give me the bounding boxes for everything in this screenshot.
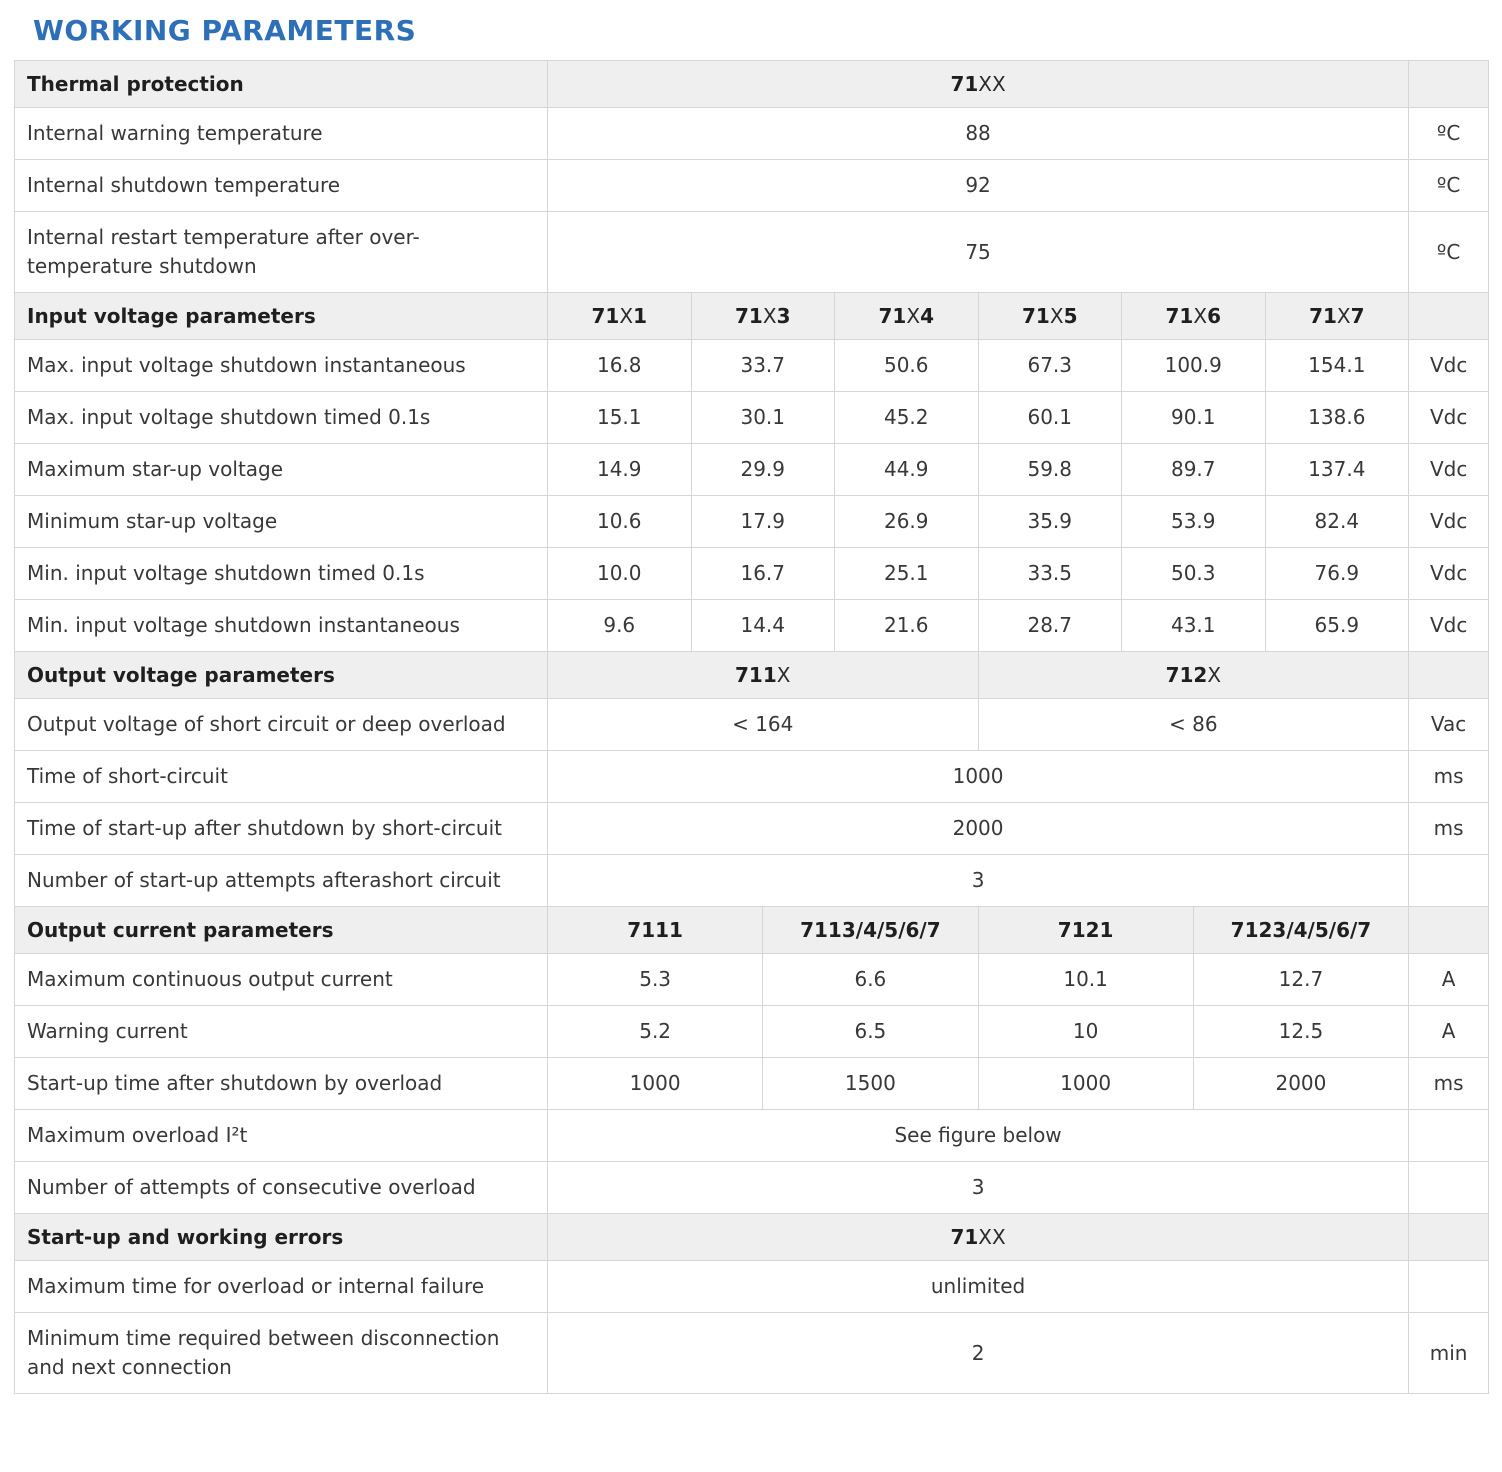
section-title: Output current parameters — [15, 907, 548, 954]
model-code-header: 71X4 — [835, 293, 979, 340]
table-row — [15, 954, 1489, 1006]
param-value: 6.5 — [763, 1006, 978, 1058]
model-code-header: 71X1 — [548, 293, 692, 340]
param-value: 1000 — [548, 1058, 763, 1110]
param-value: 65.9 — [1265, 600, 1409, 652]
param-value: 14.9 — [548, 444, 692, 496]
param-value: 2000 — [548, 803, 1409, 855]
param-value: 10 — [978, 1006, 1193, 1058]
model-code-header: 7121 — [978, 907, 1193, 954]
param-value: 28.7 — [978, 600, 1122, 652]
model-code-header: 71X5 — [978, 293, 1122, 340]
unit-label: Vdc — [1409, 444, 1489, 496]
param-label: Start-up time after shutdown by overload — [15, 1058, 548, 1110]
unit-label — [1409, 1261, 1489, 1313]
model-code-header: 71XX — [548, 1214, 1409, 1261]
param-value: < 164 — [548, 699, 979, 751]
param-label: Number of attempts of consecutive overload — [15, 1162, 548, 1214]
model-code-header: 71X3 — [691, 293, 835, 340]
table-row — [15, 699, 1489, 751]
unit-header — [1409, 1214, 1489, 1261]
param-value: 33.5 — [978, 548, 1122, 600]
param-label: Minimum time required between disconnection and next connection — [15, 1313, 548, 1394]
unit-label: A — [1409, 1006, 1489, 1058]
param-label: Maximum time for overload or internal failure — [15, 1261, 548, 1313]
model-code-header: 7111 — [548, 907, 763, 954]
param-label: Max. input voltage shutdown timed 0.1s — [15, 392, 548, 444]
unit-label: ms — [1409, 751, 1489, 803]
param-label: Internal shutdown temperature — [15, 160, 548, 212]
section-row-errors — [15, 1214, 1489, 1261]
param-value: 76.9 — [1265, 548, 1409, 600]
param-value: 43.1 — [1122, 600, 1266, 652]
param-value: 59.8 — [978, 444, 1122, 496]
table-row — [15, 496, 1489, 548]
param-label: Minimum star-up voltage — [15, 496, 548, 548]
page — [0, 14, 1502, 1394]
page-title: WORKING PARAMETERS — [33, 14, 417, 47]
param-value: 44.9 — [835, 444, 979, 496]
param-label: Output voltage of short circuit or deep overload — [15, 699, 548, 751]
param-label: Maximum overload I²t — [15, 1110, 548, 1162]
param-label: Internal warning temperature — [15, 108, 548, 160]
param-value: 82.4 — [1265, 496, 1409, 548]
param-value: 6.6 — [763, 954, 978, 1006]
unit-label: Vdc — [1409, 548, 1489, 600]
section-row-output-current — [15, 907, 1489, 954]
param-value: 16.7 — [691, 548, 835, 600]
param-value: 10.0 — [548, 548, 692, 600]
param-value: 10.1 — [978, 954, 1193, 1006]
param-value: 26.9 — [835, 496, 979, 548]
param-value: 12.7 — [1193, 954, 1408, 1006]
param-value: 92 — [548, 160, 1409, 212]
param-label: Maximum continuous output current — [15, 954, 548, 1006]
param-label: Internal restart temperature after over-temperature shutdown — [15, 212, 548, 293]
table-row — [15, 600, 1489, 652]
param-value: 88 — [548, 108, 1409, 160]
param-value: 2 — [548, 1313, 1409, 1394]
param-value: 138.6 — [1265, 392, 1409, 444]
param-value: 1000 — [548, 751, 1409, 803]
unit-label: Vdc — [1409, 496, 1489, 548]
table-row — [15, 751, 1489, 803]
unit-header — [1409, 293, 1489, 340]
param-value: 89.7 — [1122, 444, 1266, 496]
param-value: 14.4 — [691, 600, 835, 652]
param-value: 154.1 — [1265, 340, 1409, 392]
unit-label — [1409, 1110, 1489, 1162]
table-row — [15, 548, 1489, 600]
param-label: Time of start-up after shutdown by short-circuit — [15, 803, 548, 855]
param-value: 15.1 — [548, 392, 692, 444]
param-value: 67.3 — [978, 340, 1122, 392]
param-value: 53.9 — [1122, 496, 1266, 548]
unit-label — [1409, 1162, 1489, 1214]
param-value: 3 — [548, 855, 1409, 907]
param-value: 75 — [548, 212, 1409, 293]
param-value: 100.9 — [1122, 340, 1266, 392]
param-value: 2000 — [1193, 1058, 1408, 1110]
section-row-input-voltage — [15, 293, 1489, 340]
param-value: 5.2 — [548, 1006, 763, 1058]
param-label: Number of start-up attempts afterashort circuit — [15, 855, 548, 907]
section-title: Start-up and working errors — [15, 1214, 548, 1261]
param-value: 30.1 — [691, 392, 835, 444]
param-value: 137.4 — [1265, 444, 1409, 496]
param-value: unlimited — [548, 1261, 1409, 1313]
model-code-header: 71X6 — [1122, 293, 1266, 340]
param-label: Max. input voltage shutdown instantaneous — [15, 340, 548, 392]
param-value: 29.9 — [691, 444, 835, 496]
param-value: 50.6 — [835, 340, 979, 392]
table-row — [15, 1006, 1489, 1058]
table-row — [15, 340, 1489, 392]
model-code-header: 7113/4/5/6/7 — [763, 907, 978, 954]
unit-header — [1409, 61, 1489, 108]
param-value: 25.1 — [835, 548, 979, 600]
param-label: Time of short-circuit — [15, 751, 548, 803]
param-value: 5.3 — [548, 954, 763, 1006]
model-code-header: 71XX — [548, 61, 1409, 108]
table-row — [15, 1162, 1489, 1214]
unit-label: ms — [1409, 1058, 1489, 1110]
param-value: 45.2 — [835, 392, 979, 444]
table-row — [15, 212, 1489, 293]
unit-label: min — [1409, 1313, 1489, 1394]
section-title: Output voltage parameters — [15, 652, 548, 699]
param-value: 16.8 — [548, 340, 692, 392]
param-value: See figure below — [548, 1110, 1409, 1162]
table-row — [15, 1110, 1489, 1162]
unit-label: ms — [1409, 803, 1489, 855]
unit-label: ºC — [1409, 108, 1489, 160]
section-title: Input voltage parameters — [15, 293, 548, 340]
unit-label — [1409, 855, 1489, 907]
unit-label: Vdc — [1409, 600, 1489, 652]
model-code-header: 71X7 — [1265, 293, 1409, 340]
table-row — [15, 1313, 1489, 1394]
section-row-output-voltage — [15, 652, 1489, 699]
table-row — [15, 1261, 1489, 1313]
table-row — [15, 803, 1489, 855]
param-value: 21.6 — [835, 600, 979, 652]
param-value: 17.9 — [691, 496, 835, 548]
table-row — [15, 108, 1489, 160]
unit-label: A — [1409, 954, 1489, 1006]
section-title: Thermal protection — [15, 61, 548, 108]
param-label: Min. input voltage shutdown instantaneous — [15, 600, 548, 652]
param-value: 1000 — [978, 1058, 1193, 1110]
param-value: < 86 — [978, 699, 1409, 751]
param-value: 33.7 — [691, 340, 835, 392]
table-row — [15, 392, 1489, 444]
param-value: 90.1 — [1122, 392, 1266, 444]
param-value: 3 — [548, 1162, 1409, 1214]
param-value: 12.5 — [1193, 1006, 1408, 1058]
unit-label: Vdc — [1409, 340, 1489, 392]
unit-header — [1409, 652, 1489, 699]
model-code-header: 7123/4/5/6/7 — [1193, 907, 1408, 954]
table-row — [15, 444, 1489, 496]
param-value: 10.6 — [548, 496, 692, 548]
unit-label: ºC — [1409, 212, 1489, 293]
unit-label: Vdc — [1409, 392, 1489, 444]
param-label: Maximum star-up voltage — [15, 444, 548, 496]
model-code-header: 711X — [548, 652, 979, 699]
param-value: 9.6 — [548, 600, 692, 652]
model-code-header: 712X — [978, 652, 1409, 699]
param-label: Min. input voltage shutdown timed 0.1s — [15, 548, 548, 600]
table-row — [15, 160, 1489, 212]
unit-header — [1409, 907, 1489, 954]
param-label: Warning current — [15, 1006, 548, 1058]
param-value: 60.1 — [978, 392, 1122, 444]
section-row-thermal — [15, 61, 1489, 108]
working-parameters-table — [14, 60, 1489, 1394]
unit-label: Vac — [1409, 699, 1489, 751]
table-row — [15, 855, 1489, 907]
unit-label: ºC — [1409, 160, 1489, 212]
param-value: 1500 — [763, 1058, 978, 1110]
param-value: 50.3 — [1122, 548, 1266, 600]
param-value: 35.9 — [978, 496, 1122, 548]
table-row — [15, 1058, 1489, 1110]
